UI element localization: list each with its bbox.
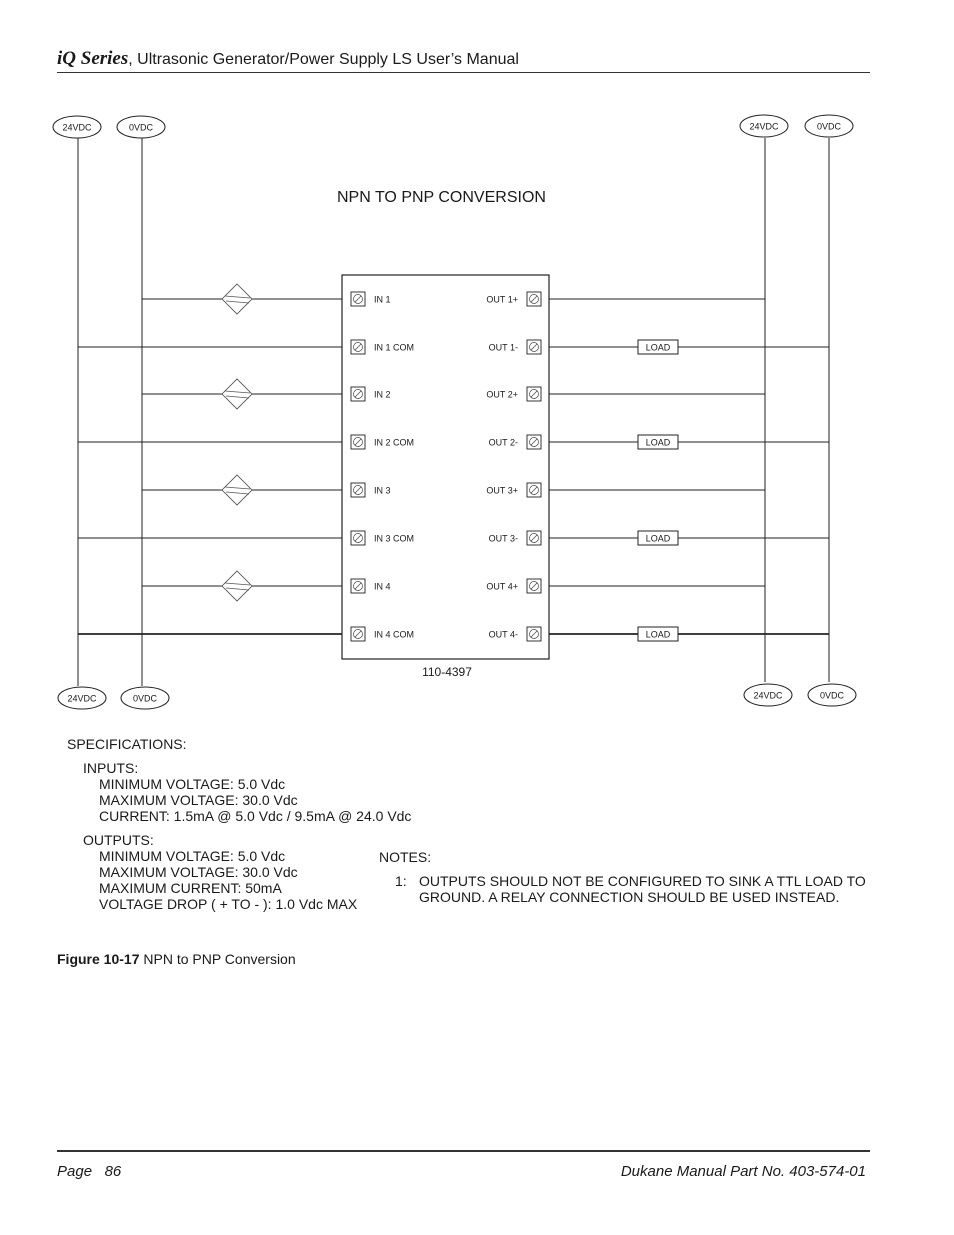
- series-name: iQ Series: [57, 48, 129, 69]
- input-label-2: IN 1 COM: [374, 342, 415, 353]
- rail-top-right-24vdc-label: 24VDC: [749, 121, 779, 132]
- output-label-7: OUT 4+: [486, 581, 518, 592]
- sensor-diamond-4: [222, 571, 252, 601]
- outputs-heading: OUTPUTS:: [83, 832, 154, 848]
- module-part-number: 110-4397: [422, 665, 472, 679]
- output-label-6: OUT 3-: [488, 533, 518, 544]
- output-spec-min-voltage: MINIMUM VOLTAGE: 5.0 Vdc: [99, 848, 286, 864]
- sensor-diamond-3: [222, 475, 252, 505]
- input-label-4: IN 2 COM: [374, 437, 415, 448]
- page-indicator: [57, 1163, 121, 1180]
- rail-top-left-0vdc-label: 0VDC: [128, 122, 154, 133]
- input-label-5: IN 3: [374, 485, 391, 496]
- input-label-3: IN 2: [374, 389, 391, 400]
- note-number: 1:: [395, 873, 407, 889]
- load-label-4: LOAD: [645, 629, 671, 640]
- output-label-3: OUT 2+: [486, 389, 518, 400]
- manual-part-number: Dukane Manual Part No. 403-574-01: [620, 1163, 866, 1180]
- load-label-2: LOAD: [645, 437, 671, 448]
- module-box: [342, 275, 549, 659]
- input-label-8: IN 4 COM: [374, 629, 415, 640]
- output-spec-voltage-drop: VOLTAGE DROP ( + TO - ): 1.0 Vdc MAX: [99, 896, 358, 912]
- output-spec-max-current: MAXIMUM CURRENT: 50mA: [99, 880, 282, 896]
- rail-bottom-left-0vdc-label: 0VDC: [132, 693, 158, 704]
- output-label-1: OUT 1+: [486, 294, 518, 305]
- manual-title: , Ultrasonic Generator/Power Supply LS User’s Manual: [128, 51, 519, 68]
- note-line-2: GROUND. A RELAY CONNECTION SHOULD BE USED INSTEAD.: [419, 889, 840, 905]
- input-label-7: IN 4: [374, 581, 391, 592]
- specifications-heading: SPECIFICATIONS:: [67, 736, 187, 752]
- input-spec-min-voltage: MINIMUM VOLTAGE: 5.0 Vdc: [99, 776, 286, 792]
- output-label-2: OUT 1-: [488, 342, 518, 353]
- output-label-8: OUT 4-: [488, 629, 518, 640]
- rail-bottom-right-24vdc-label: 24VDC: [753, 690, 783, 701]
- inputs-heading: INPUTS:: [83, 760, 139, 776]
- input-label-1: IN 1: [374, 294, 391, 305]
- load-label-1: LOAD: [645, 342, 671, 353]
- input-spec-current: CURRENT: 1.5mA @ 5.0 Vdc / 9.5mA @ 24.0 Vdc: [99, 808, 412, 824]
- diagram-title: NPN TO PNP CONVERSION: [337, 189, 546, 206]
- sensor-diamond-1: [222, 284, 252, 314]
- page-number: 86: [104, 1163, 122, 1180]
- output-spec-max-voltage: MAXIMUM VOLTAGE: 30.0 Vdc: [99, 864, 298, 880]
- figure-label: Figure 10-17: [57, 951, 140, 967]
- figure-caption: [57, 951, 296, 967]
- rail-top-right-0vdc-label: 0VDC: [816, 121, 842, 132]
- sensor-diamond-2: [222, 379, 252, 409]
- output-label-4: OUT 2-: [488, 437, 518, 448]
- rail-bottom-right-0vdc-label: 0VDC: [819, 690, 845, 701]
- figure-title: NPN to PNP Conversion: [139, 951, 296, 967]
- note-line-1: OUTPUTS SHOULD NOT BE CONFIGURED TO SINK A TTL LOAD TO: [419, 873, 866, 889]
- page-label: Page: [57, 1163, 93, 1180]
- rail-bottom-left-24vdc-label: 24VDC: [67, 693, 97, 704]
- load-label-3: LOAD: [645, 533, 671, 544]
- input-spec-max-voltage: MAXIMUM VOLTAGE: 30.0 Vdc: [99, 792, 298, 808]
- rail-top-left-24vdc-label: 24VDC: [62, 122, 92, 133]
- converter-module: [342, 275, 549, 659]
- input-label-6: IN 3 COM: [374, 533, 415, 544]
- notes-heading: NOTES:: [379, 849, 432, 865]
- output-label-5: OUT 3+: [486, 485, 518, 496]
- footer-rule: [57, 1150, 870, 1152]
